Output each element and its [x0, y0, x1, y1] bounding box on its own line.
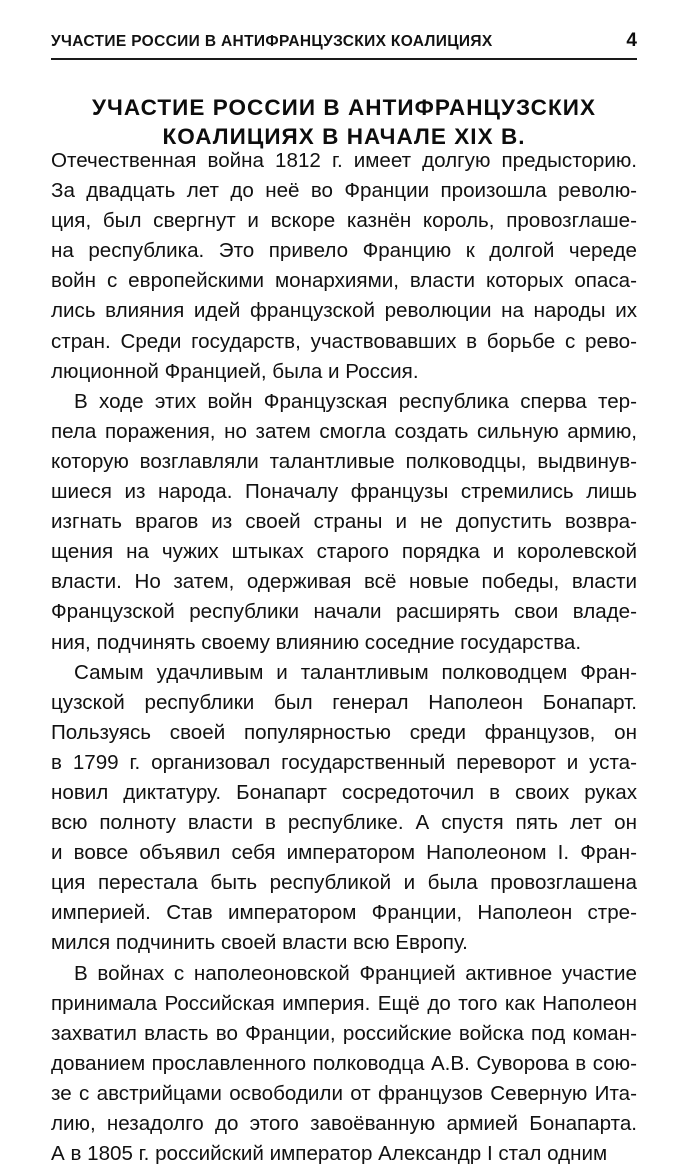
paragraph-line: лись влияния идей французской революции на народы их: [51, 299, 637, 323]
paragraph-line: принимала Российская империя. Ещё до того как Наполеон: [51, 991, 637, 1015]
page-title-line-2: КОАЛИЦИЯХ В НАЧАЛЕ XIX В.: [162, 124, 526, 150]
paragraph-line: лию, незадолго до этого завоёванную армией Бонапарта.: [51, 1112, 637, 1135]
paragraph: [51, 959, 637, 1169]
paragraph-line: пела поражения, но затем смогла создать сильную армию,: [51, 419, 637, 443]
page-title-line-1: УЧАСТИЕ РОССИИ В АНТИФРАНЦУЗСКИХ: [91, 95, 597, 121]
paragraph-line: В ходе этих войн Французская республика сперва тер-: [74, 389, 637, 413]
paragraph-line: империей. Став императором Франции, Наполеон стре-: [51, 901, 637, 925]
paragraph-line: люционной Францией, была и Россия.: [51, 359, 419, 383]
paragraph-line: ция, был свергнут и вскоре казнён король, провозглаше-: [51, 209, 637, 233]
paragraph-line: ция перестала быть республикой и была провозглашена: [51, 871, 637, 895]
paragraph-line: захватил власть во Франции, российские войска под коман-: [51, 1021, 637, 1045]
paragraph: [51, 387, 637, 658]
paragraph-line: За двадцать лет до неё во Франции произошла револю-: [51, 179, 637, 203]
paragraph-line: мился подчинить своей власти всю Европу.: [51, 931, 468, 955]
paragraph-line: цузской республики был генерал Наполеон Бонапарт.: [51, 690, 637, 714]
paragraph: [51, 146, 637, 387]
paragraph-line: Отечественная война 1812 г. имеет долгую предысторию.: [51, 149, 637, 172]
paragraph-line: изгнать врагов из своей страны и не допустить возвра-: [51, 510, 637, 534]
paragraph-line: щения на чужих штыках старого порядка и королевской: [51, 540, 637, 564]
paragraph-line: стран. Среди государств, участвовавших в борьбе с рево-: [51, 329, 637, 353]
paragraph-line: всю полноту власти в республике. А спустя пять лет он: [51, 811, 637, 835]
paragraph-line: А в 1805 г. российский император Александр I стал одним: [51, 1142, 608, 1166]
paragraph-line: на республика. Это привело Францию к долгой череде: [51, 239, 637, 263]
paragraph-line: в 1799 г. организовал государственный переворот и уста-: [51, 750, 637, 774]
paragraph-line: Пользуясь своей популярностью среди французов, он: [51, 720, 637, 744]
paragraph-line: шиеся из народа. Поначалу французы стремились лишь: [51, 480, 637, 504]
paragraph-line: Самым удачливым и талантливым полководцем Фран-: [74, 660, 637, 684]
paragraph-line: Французской республики начали расширять свои владе-: [51, 600, 637, 624]
running-header: [51, 30, 637, 52]
page-number: 4: [626, 30, 637, 51]
paragraph-line: новил диктатуру. Бонапарт сосредоточил в своих руках: [51, 780, 637, 804]
body-text: [51, 146, 637, 1169]
paragraph-line: и вовсе объявил себя императором Наполеоном I. Фран-: [51, 841, 637, 865]
page-title: [51, 93, 637, 151]
paragraph-line: В войнах с наполеоновской Францией активное участие: [74, 961, 637, 985]
paragraph-line: власти. Но затем, одерживая всё новые победы, власти: [51, 570, 637, 594]
paragraph-line: войн с европейскими монархиями, власти которых опаса-: [51, 269, 637, 293]
paragraph-line: дованием прославленного полководца А.В. Суворова в сою-: [51, 1051, 637, 1075]
header-divider: [51, 58, 637, 60]
paragraph: [51, 658, 637, 959]
paragraph-line: зе с австрийцами освободили от французов Северную Ита-: [51, 1081, 637, 1105]
paragraph-line: ния, подчинять своему влиянию соседние государства.: [51, 630, 582, 654]
running-header-title: УЧАСТИЕ РОССИИ В АНТИФРАНЦУЗСКИХ КОАЛИЦИЯХ: [51, 33, 493, 50]
paragraph-line: которую возглавляли талантливые полководцы, выдвинув-: [51, 449, 637, 473]
